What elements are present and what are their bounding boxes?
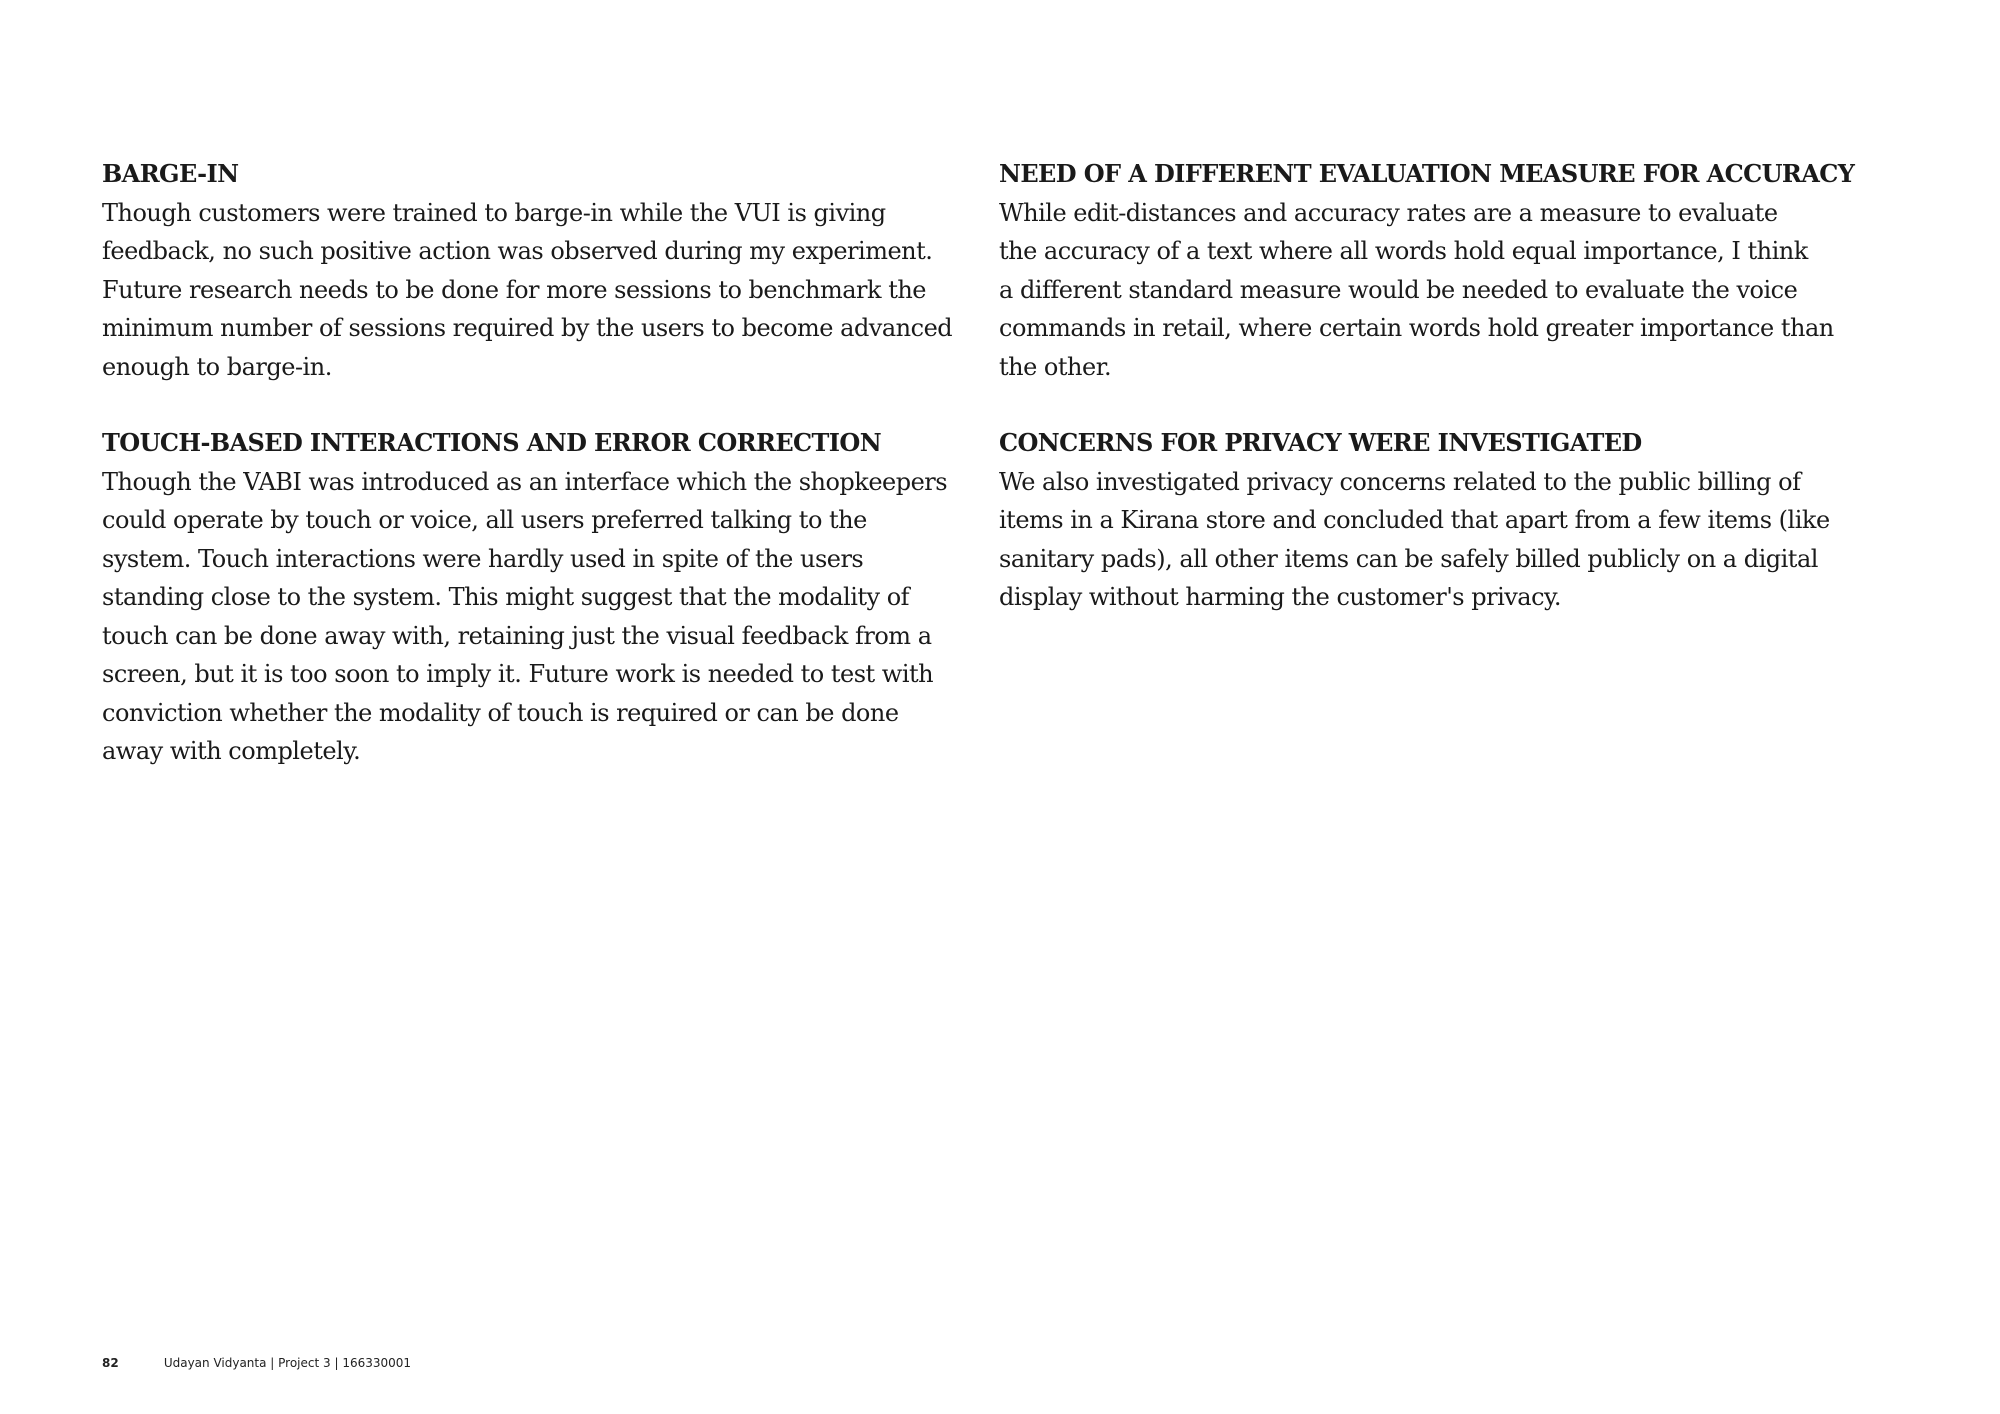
- paragraph-line: conviction whether the modality of touch is required or can be done: [102, 698, 899, 727]
- paragraph-line: standing close to the system. This might suggest that the modality of: [102, 583, 910, 611]
- paragraph-line: could operate by touch or voice, all users preferred talking to the: [102, 506, 867, 534]
- section-heading: NEED OF A DIFFERENT EVALUATION MEASURE FOR ACCURACY: [999, 159, 1855, 188]
- section-touch-based-interactions: [102, 424, 982, 771]
- paragraph-line: enough to barge-in.: [102, 352, 332, 381]
- section-heading: BARGE-IN: [102, 159, 239, 188]
- paragraph-line: touch can be done away with, retaining just the visual feedback from a: [102, 621, 932, 650]
- section-heading: TOUCH-BASED INTERACTIONS AND ERROR CORRECTION: [102, 428, 882, 457]
- paragraph-line: We also investigated privacy concerns related to the public billing of: [999, 467, 1801, 496]
- page-footer: [102, 1356, 411, 1370]
- paragraph-line: minimum number of sessions required by the users to become advanced: [102, 314, 953, 342]
- paragraph-line: the accuracy of a text where all words hold equal importance, I think: [999, 237, 1808, 265]
- footer-credit: Udayan Vidyanta | Project 3 | 166330001: [163, 1356, 412, 1370]
- paragraph-line: commands in retail, where certain words hold greater importance than: [999, 314, 1834, 342]
- paragraph-line: Though the VABI was introduced as an interface which the shopkeepers: [102, 467, 948, 496]
- paragraph-line: screen, but it is too soon to imply it. Future work is needed to test with: [102, 660, 934, 688]
- paragraph-line: Though customers were trained to barge-in while the VUI is giving: [102, 198, 886, 227]
- section-privacy-concerns: [999, 424, 1879, 617]
- paragraph-line: Future research needs to be done for more sessions to benchmark the: [102, 275, 926, 304]
- section-evaluation-measure: [999, 155, 1879, 386]
- paragraph-line: sanitary pads), all other items can be safely billed publicly on a digital: [999, 544, 1818, 573]
- paragraph-line: the other.: [999, 352, 1112, 381]
- left-column: [102, 155, 982, 809]
- section-heading: CONCERNS FOR PRIVACY WERE INVESTIGATED: [999, 428, 1642, 457]
- section-barge-in: [102, 155, 982, 386]
- paragraph-line: items in a Kirana store and concluded that apart from a few items (like: [999, 506, 1830, 534]
- paragraph-line: display without harming the customer's privacy.: [999, 583, 1562, 611]
- paragraph-line: feedback, no such positive action was observed during my experiment.: [102, 237, 933, 265]
- right-column: [999, 155, 1879, 655]
- paragraph-line: system. Touch interactions were hardly used in spite of the users: [102, 544, 864, 573]
- paragraph-line: While edit-distances and accuracy rates are a measure to evaluate: [999, 198, 1778, 227]
- page-number: 82: [102, 1356, 119, 1370]
- paragraph-line: away with completely.: [102, 737, 361, 765]
- paragraph-line: a different standard measure would be needed to evaluate the voice: [999, 275, 1798, 304]
